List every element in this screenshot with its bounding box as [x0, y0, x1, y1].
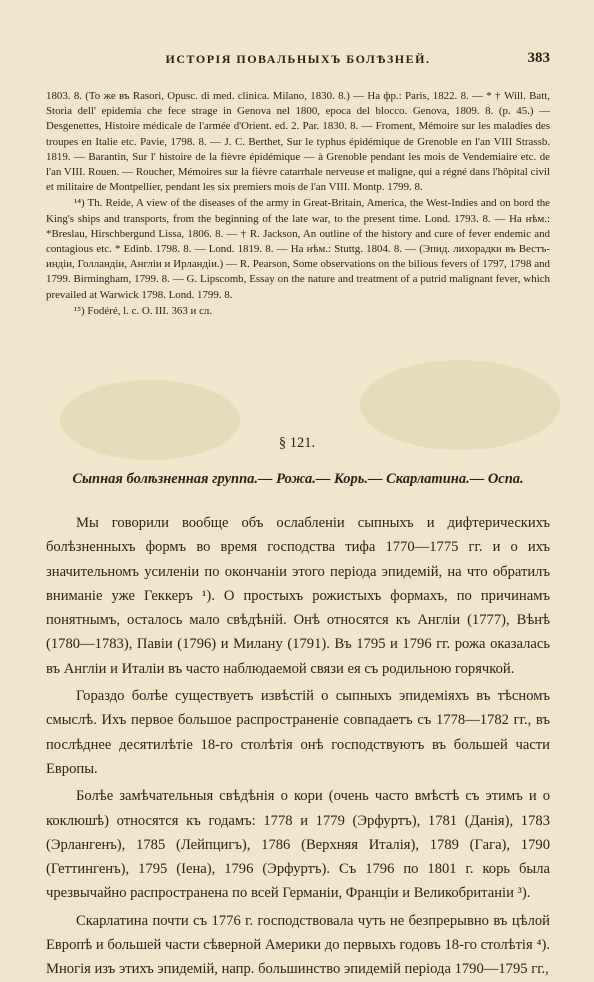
paragraph: Мы говорили вообще объ ослабленіи сыпныхъ и дифтерическихъ болѣзненныхъ формъ во время господства тифа 1770—1775 гг. и о ихъ значительномъ усиленіи по окончаніи этого періода эпидемій, на что обратилъ вниманіе уже Геккеръ ¹). О простыхъ рожистыхъ формахъ, по причинамъ понятнымъ, осталось мало свѣдѣній. Онѣ относятся къ Англіи (1777), Вѣнѣ (1780—1783), Павіи (1796) и Милану (1791). Въ 1795 и 1796 гг. рожа оказалась въ Англіи и Италіи въ часто наблюдаемой связи ея съ родильною горячкой. — [46, 515, 550, 677]
paragraph: Гораздо болѣе существуетъ извѣстій о сыпныхъ эпидеміяхъ въ тѣсномъ смыслѣ. Ихъ первое большое распространеніе совпадаетъ съ 1778—1782 гг., въ послѣднее десятилѣтіе 18-го столѣтія онѣ господствуютъ въ большей части Европы. — [46, 688, 550, 777]
paragraph: Скарлатина почти съ 1776 г. господствовала чуть не безпрерывно въ цѣлой Европѣ и большей части сѣверной Америки до первыхъ годовъ 18-го столѣтія ⁴). Многія изъ этихъ эпидемій, напр. большинство эпидемій періода 1790—1795 гг., — [46, 912, 550, 978]
section-subtitle: Сыпная болѣзненная группа.— Рожа.— Корь.— Скарлатина.— Оспа. — [72, 471, 524, 487]
body-text — [46, 511, 550, 982]
footnote-continuation: 1803. 8. (То же въ Rasori, Opusc. di med. clinica. Milano, 1830. 8.) — На фр.: Paris, 1822. 8. — * † Will. Batt, Storia dell' epidemia che fece strage in Genova nel 1800, epoca del blocco. Genova, 1809. 8. (p. 45.) — Desgenettes, Histoire médicale de l'armée d'Orient. ed. 2. Par. 1830. 8. — Froment, Mémoire sur les maladies des troupes en Italie etc. Pavie, 1798. 8. — J. C. Berthet, Sur le typhus épidémique de Grenoble en l'an VIII Strassb. 1819. — Barantin, Sur l' histoire de la fièvre épidémique — à Grenoble pendant les mois de Vendemiaire etc. de l'an VIII. Rouen. — Roucher, Mémoires sur la fièvre catarrhale nerveuse et maligne, qui a régné dans l'hôpital civil et militaire de Montpellier, pendant les six premiers mois de l'an VIII. Montp. 1799. 8. — [46, 90, 550, 194]
footnote-14: ¹⁴) Th. Reide, A view of the diseases of the army in Great-Britain, America, the West-Indies and on bord the King's ships and transports, from the beginning of the late war, to the present time. Lond. 1793. 8. — На нѣм.: *Breslau, Hirschbergund Lissa, 1806. 8. — † R. Jackson, An outline of the history and cure of fever endemic and contagious etc. * Edinb. 1798. 8. — Lond. 1819. 8. — На нѣм.: Stuttg. 1804. 8. — (Эпид. лихорадки въ Вестъ-индіи, Голландіи, Англіи и Ирландіи.) — R. Pearson, Some observations on the bilious fevers of 1797, 1798 and 1799. Birmingham, 1799. 8. — G. Lipscomb, Essay on the nature and treatment of a putrid malignant fever, which prevailed at Warwick 1798. Lond. 1799. 8. — [46, 197, 550, 301]
section-number: § 121. — [278, 435, 316, 451]
running-title: ИСТОРІЯ ПОВАЛЬНЫХЪ БОЛѢЗНЕЙ. — [165, 52, 431, 66]
page-number: 383 — [527, 50, 550, 66]
footnote-15: ¹⁵) Fodéré, l. c. O. III. 363 и сл. — [74, 304, 213, 317]
footnotes — [46, 89, 550, 319]
paragraph: Болѣе замѣчательныя свѣдѣнія о кори (очень часто вмѣстѣ съ этимъ и о коклюшѣ) относятся къ годамъ: 1778 и 1779 (Эрфуртъ), 1781 (Данія), 1783 (Эрлангенъ), 1785 (Лейпцигъ), 1786 (Верхняя Италія), 1789 (Гага), 1790 (Геттингенъ), 1795 (Іена), 1796 (Эрфуртъ). Съ 1796 по 1801 г. корь была чрезвычайно распространена по всей Германіи, Франціи и Великобританіи ³). — [46, 788, 550, 902]
page-header — [46, 50, 550, 72]
